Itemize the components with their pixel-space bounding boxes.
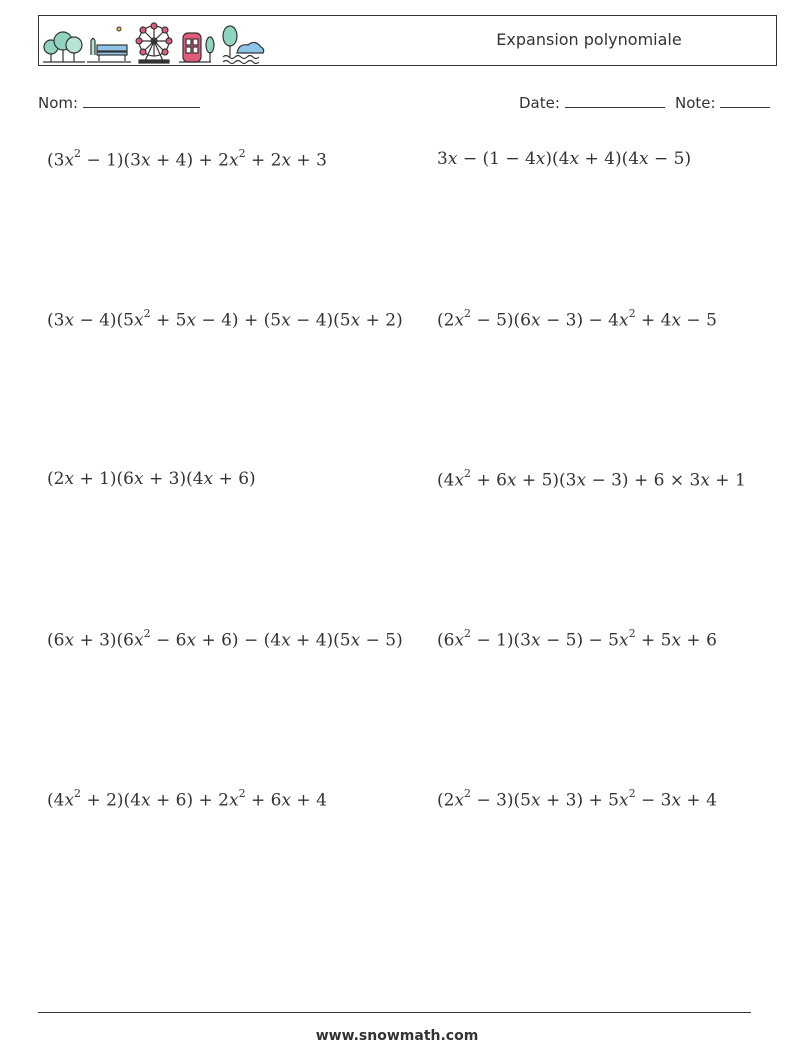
problem-8-part: + 6 bbox=[681, 630, 717, 651]
problem-6-part: + 6 bbox=[471, 470, 507, 491]
problem-3-part: − 4)(5 bbox=[74, 310, 134, 331]
problem-8-part: − 1)(3 bbox=[471, 630, 531, 651]
problem-8-part: x bbox=[531, 630, 541, 651]
problem-10-part: x bbox=[454, 790, 465, 811]
problem-2-part: 3 bbox=[437, 149, 448, 169]
problem-9-part: + 4 bbox=[291, 790, 327, 811]
problem-7-part: x bbox=[64, 630, 75, 651]
problem-8-part: (6 bbox=[437, 630, 455, 651]
problem-1-part: + 2 bbox=[245, 150, 282, 171]
problem-7-part: + 6) − (4 bbox=[196, 630, 282, 651]
date-line bbox=[565, 93, 665, 108]
problem-10-part: (2 bbox=[437, 790, 455, 811]
problem-3-part: x bbox=[134, 310, 144, 331]
pond-trees-icon bbox=[206, 26, 264, 64]
problem-3-part: − 4)(5 bbox=[290, 310, 351, 331]
problem-9 bbox=[47, 789, 327, 811]
problem-4-part: 2 bbox=[628, 307, 636, 320]
problem-5-part: (2 bbox=[47, 469, 65, 489]
problem-8-part: + 5 bbox=[635, 630, 672, 651]
problem-5-part: x bbox=[64, 469, 75, 489]
problem-8-part: x bbox=[671, 630, 682, 651]
problem-9-part: (4 bbox=[47, 790, 65, 811]
footer-divider bbox=[38, 1012, 751, 1013]
problem-9-part: + 6) + 2 bbox=[150, 790, 229, 811]
problem-1-part: + 4) + 2 bbox=[150, 150, 229, 171]
grade-line bbox=[720, 93, 770, 108]
ferris-wheel-icon bbox=[136, 23, 172, 63]
problem-4-part: x bbox=[531, 310, 541, 331]
problem-10-part: + 4 bbox=[681, 790, 717, 811]
problem-7-part: x bbox=[186, 630, 197, 651]
problem-3-part: + 5 bbox=[150, 310, 187, 331]
problem-6-part: (4 bbox=[437, 470, 455, 491]
problem-9-part: + 2)(4 bbox=[81, 790, 141, 811]
problem-7-part: 2 bbox=[143, 627, 151, 640]
problem-8-part: 2 bbox=[628, 627, 636, 640]
problem-3-part: x bbox=[350, 310, 361, 331]
problem-7-part: + 4)(5 bbox=[290, 630, 351, 651]
name-label: Nom: bbox=[38, 94, 79, 112]
trees-icon bbox=[43, 32, 85, 62]
problem-1-part: 2 bbox=[74, 147, 82, 160]
footer-url: www.snowmath.com bbox=[315, 1028, 479, 1044]
problem-2-part: − 5) bbox=[648, 149, 692, 169]
problem-8-part: 2 bbox=[464, 627, 472, 640]
problem-3-part: x bbox=[186, 310, 197, 331]
problem-3-part: x bbox=[64, 310, 75, 331]
name-field bbox=[38, 93, 200, 112]
problem-1-part: x bbox=[228, 150, 239, 171]
problem-1-part: x bbox=[281, 150, 292, 171]
problem-6-part: 2 bbox=[464, 467, 472, 480]
problem-2-part: + 4)(4 bbox=[579, 149, 640, 169]
problem-7-part: (6 bbox=[47, 630, 65, 651]
bench-icon bbox=[87, 39, 131, 63]
problem-8-part: − 5) − 5 bbox=[540, 630, 619, 651]
problem-5-part: x bbox=[203, 469, 214, 489]
problem-1-part: x bbox=[141, 150, 151, 171]
problem-3-part: 2 bbox=[143, 307, 151, 320]
grade-label: Note: bbox=[675, 94, 716, 112]
problem-2-part: )(4 bbox=[545, 149, 570, 169]
problem-5-part: + 1)(6 bbox=[74, 469, 134, 489]
problem-6-part: + 5)(3 bbox=[516, 470, 577, 491]
problem-1-part: x bbox=[64, 150, 75, 171]
problem-6-part: − 3) + 6 × 3 bbox=[586, 470, 701, 491]
problem-10-part: − 3)(5 bbox=[471, 790, 531, 811]
problem-4-part: + 4 bbox=[635, 310, 672, 331]
problem-6-part: x bbox=[700, 470, 710, 491]
date-label: Date: bbox=[519, 94, 560, 112]
problem-1-part: − 1)(3 bbox=[81, 150, 141, 171]
date-field bbox=[519, 93, 665, 112]
problem-5-part: + 3)(4 bbox=[143, 469, 204, 489]
problem-9-part: x bbox=[141, 790, 151, 811]
problem-4-part: − 5 bbox=[681, 310, 717, 331]
problem-4-part: x bbox=[618, 310, 629, 331]
problem-7-part: − 6 bbox=[150, 630, 187, 651]
problem-3-part: + 2) bbox=[360, 310, 403, 331]
problem-4-part: 2 bbox=[464, 307, 472, 320]
problem-9-part: x bbox=[281, 790, 292, 811]
problem-10-part: x bbox=[531, 790, 541, 811]
problem-9-part: x bbox=[228, 790, 239, 811]
problem-7-part: x bbox=[350, 630, 361, 651]
problem-2-part: x bbox=[639, 149, 649, 169]
problem-7-part: x bbox=[134, 630, 144, 651]
problem-7-part: + 3)(6 bbox=[74, 630, 134, 651]
problem-10-part: 2 bbox=[628, 787, 636, 800]
problem-3-part: (3 bbox=[47, 310, 65, 331]
problem-9-part: x bbox=[64, 790, 75, 811]
problem-8-part: x bbox=[454, 630, 465, 651]
problem-2-part: x bbox=[535, 149, 546, 169]
name-line bbox=[83, 93, 200, 108]
problem-3-part: x bbox=[281, 310, 291, 331]
problem-10-part: x bbox=[671, 790, 682, 811]
problem-4-part: (2 bbox=[437, 310, 455, 331]
problem-1-part: + 3 bbox=[291, 150, 327, 171]
problem-9-part: 2 bbox=[74, 787, 82, 800]
problem-7 bbox=[47, 629, 403, 651]
problem-8-part: x bbox=[618, 630, 629, 651]
worksheet-title: Expansion polynomiale bbox=[496, 30, 682, 49]
park-illustration-icon bbox=[41, 19, 267, 65]
problem-10 bbox=[437, 789, 717, 811]
problem-2-part: x bbox=[447, 149, 458, 169]
problem-2-part: x bbox=[569, 149, 580, 169]
problem-10-part: − 3 bbox=[635, 790, 672, 811]
problem-6-part: x bbox=[454, 470, 465, 491]
problem-9-part: 2 bbox=[238, 787, 246, 800]
problem-4 bbox=[437, 309, 717, 331]
problem-4-part: x bbox=[454, 310, 465, 331]
problem-7-part: − 5) bbox=[360, 630, 403, 651]
problem-6-part: x bbox=[506, 470, 517, 491]
problem-5-part: x bbox=[134, 469, 144, 489]
problem-8 bbox=[437, 629, 717, 651]
problem-2 bbox=[437, 149, 691, 169]
problem-6-part: x bbox=[576, 470, 587, 491]
problem-3 bbox=[47, 309, 403, 331]
problem-4-part: − 3) − 4 bbox=[540, 310, 619, 331]
problem-10-part: 2 bbox=[464, 787, 472, 800]
problem-10-part: + 3) + 5 bbox=[540, 790, 619, 811]
problem-2-part: − (1 − 4 bbox=[457, 149, 536, 169]
problem-4-part: − 5)(6 bbox=[471, 310, 531, 331]
problem-9-part: + 6 bbox=[245, 790, 282, 811]
problem-7-part: x bbox=[281, 630, 291, 651]
problem-3-part: − 4) + (5 bbox=[196, 310, 282, 331]
problem-10-part: x bbox=[618, 790, 629, 811]
problem-5-part: + 6) bbox=[213, 469, 256, 489]
grade-field bbox=[675, 93, 770, 112]
problem-5 bbox=[47, 469, 256, 489]
problem-6-part: + 1 bbox=[709, 470, 746, 491]
problem-1-part: 2 bbox=[238, 147, 246, 160]
problem-1 bbox=[47, 149, 327, 171]
problem-4-part: x bbox=[671, 310, 682, 331]
problem-1-part: (3 bbox=[47, 150, 65, 171]
problem-6 bbox=[437, 469, 746, 491]
worksheet-header bbox=[38, 15, 777, 66]
